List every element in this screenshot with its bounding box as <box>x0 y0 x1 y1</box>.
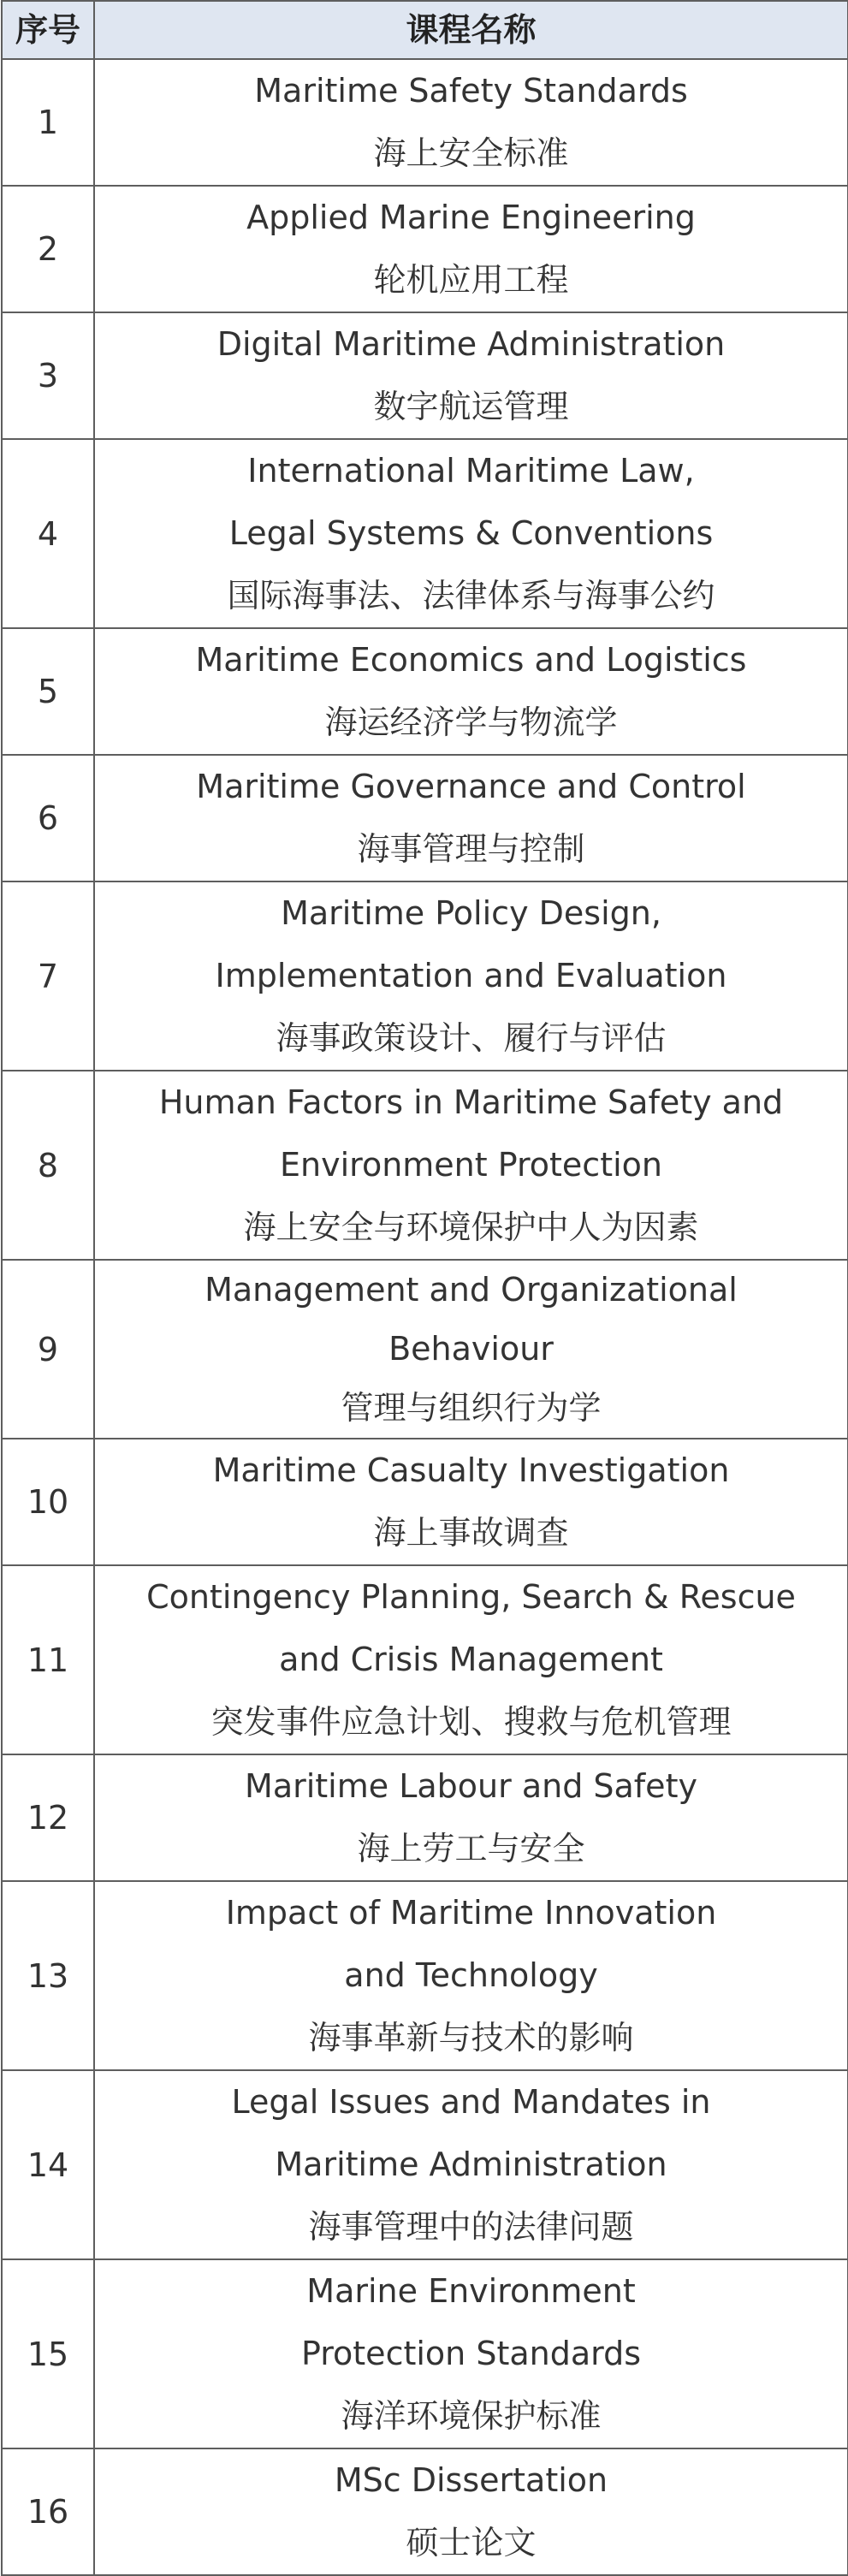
course-name-chinese: 突发事件应急计划、搜救与危机管理 <box>211 1703 732 1741</box>
table-row <box>2 59 848 186</box>
course-name-cell <box>94 1881 848 2070</box>
course-name-cell <box>94 59 848 186</box>
table-header <box>2 1 848 59</box>
course-name-cell <box>94 1260 848 1439</box>
table-row <box>2 2448 848 2575</box>
course-name-cell <box>94 755 848 881</box>
course-name-chinese: 国际海事法、法律体系与海事公约 <box>227 577 715 614</box>
table-row <box>2 1071 848 1260</box>
course-name-cell <box>94 1754 848 1881</box>
course-name-cell <box>94 1565 848 1754</box>
course-name-english: Implementation and Evaluation <box>215 957 727 994</box>
course-name-chinese: 轮机应用工程 <box>373 261 569 299</box>
table-body <box>2 59 848 2575</box>
table-row <box>2 1260 848 1439</box>
table-row <box>2 628 848 755</box>
course-name-english: MSc Dissertation <box>334 2461 608 2499</box>
course-name-chinese: 管理与组织行为学 <box>341 1389 602 1427</box>
row-number: 16 <box>2 2448 94 2575</box>
header-row <box>2 1 848 59</box>
course-name-english: Impact of Maritime Innovation <box>225 1894 717 1932</box>
course-name-english: Maritime Labour and Safety <box>245 1767 697 1805</box>
course-name-chinese: 海事管理中的法律问题 <box>308 2208 634 2246</box>
row-number: 14 <box>2 2070 94 2259</box>
course-name-english: Maritime Casualty Investigation <box>212 1451 730 1489</box>
row-number: 8 <box>2 1071 94 1260</box>
table-row <box>2 312 848 439</box>
row-number: 9 <box>2 1260 94 1439</box>
row-number: 6 <box>2 755 94 881</box>
row-number: 10 <box>2 1439 94 1565</box>
course-name-cell <box>94 2259 848 2448</box>
course-name-chinese: 海事管理与控制 <box>357 830 585 868</box>
course-name-english: Protection Standards <box>301 2335 641 2372</box>
table-row <box>2 1439 848 1565</box>
course-name-english: Environment Protection <box>280 1146 662 1184</box>
course-name-cell <box>94 186 848 312</box>
course-name-chinese: 海上安全与环境保护中人为因素 <box>243 1208 699 1246</box>
table-row <box>2 186 848 312</box>
course-name-chinese: 海事政策设计、履行与评估 <box>276 1019 667 1057</box>
course-name-english: Digital Maritime Administration <box>216 325 726 363</box>
course-name-english: Behaviour <box>388 1330 554 1368</box>
header-course-name: 课程名称 <box>94 1 848 59</box>
course-name-english: Marine Environment <box>306 2272 636 2310</box>
course-name-cell <box>94 439 848 628</box>
course-name-english: Maritime Safety Standards <box>254 72 688 110</box>
table-row <box>2 881 848 1071</box>
course-name-english: and Crisis Management <box>279 1641 663 1678</box>
course-name-english: Contingency Planning, Search & Rescue <box>146 1578 796 1616</box>
course-name-cell <box>94 881 848 1071</box>
table-row <box>2 439 848 628</box>
course-name-english: Management and Organizational <box>205 1271 738 1309</box>
course-name-english: International Maritime Law, <box>247 452 695 490</box>
course-name-chinese: 海洋环境保护标准 <box>341 2397 602 2435</box>
course-name-cell <box>94 1439 848 1565</box>
course-name-chinese: 海运经济学与物流学 <box>324 703 618 741</box>
course-name-chinese: 海上事故调查 <box>373 1514 569 1552</box>
row-number: 3 <box>2 312 94 439</box>
course-name-cell <box>94 628 848 755</box>
course-name-english: Legal Issues and Mandates in <box>231 2083 711 2121</box>
row-number: 4 <box>2 439 94 628</box>
row-number: 2 <box>2 186 94 312</box>
table-row <box>2 2070 848 2259</box>
course-name-english: Maritime Policy Design, <box>281 894 661 932</box>
course-name-english: Legal Systems & Conventions <box>228 514 714 552</box>
row-number: 7 <box>2 881 94 1071</box>
table-row <box>2 1881 848 2070</box>
row-number: 11 <box>2 1565 94 1754</box>
course-name-english: Maritime Administration <box>275 2146 667 2183</box>
row-number: 15 <box>2 2259 94 2448</box>
course-name-english: Human Factors in Maritime Safety and <box>158 1083 784 1121</box>
course-name-cell <box>94 1071 848 1260</box>
table-row <box>2 1565 848 1754</box>
course-name-english: Maritime Governance and Control <box>196 768 746 805</box>
row-number: 1 <box>2 59 94 186</box>
table-row <box>2 755 848 881</box>
course-name-chinese: 海事革新与技术的影响 <box>308 2019 634 2057</box>
header-number: 序号 <box>2 1 94 59</box>
course-name-cell <box>94 312 848 439</box>
course-name-chinese: 硕士论文 <box>406 2524 537 2561</box>
course-table <box>1 0 848 2576</box>
course-name-chinese: 数字航运管理 <box>373 388 569 425</box>
course-name-chinese: 海上劳工与安全 <box>357 1830 585 1867</box>
table-row <box>2 1754 848 1881</box>
course-name-chinese: 海上安全标准 <box>373 134 569 172</box>
row-number: 12 <box>2 1754 94 1881</box>
row-number: 5 <box>2 628 94 755</box>
table-row <box>2 2259 848 2448</box>
course-name-english: Applied Marine Engineering <box>246 199 696 236</box>
course-name-english: and Technology <box>344 1956 598 1994</box>
course-name-cell <box>94 2448 848 2575</box>
course-name-cell <box>94 2070 848 2259</box>
row-number: 13 <box>2 1881 94 2070</box>
course-name-english: Maritime Economics and Logistics <box>195 641 747 679</box>
